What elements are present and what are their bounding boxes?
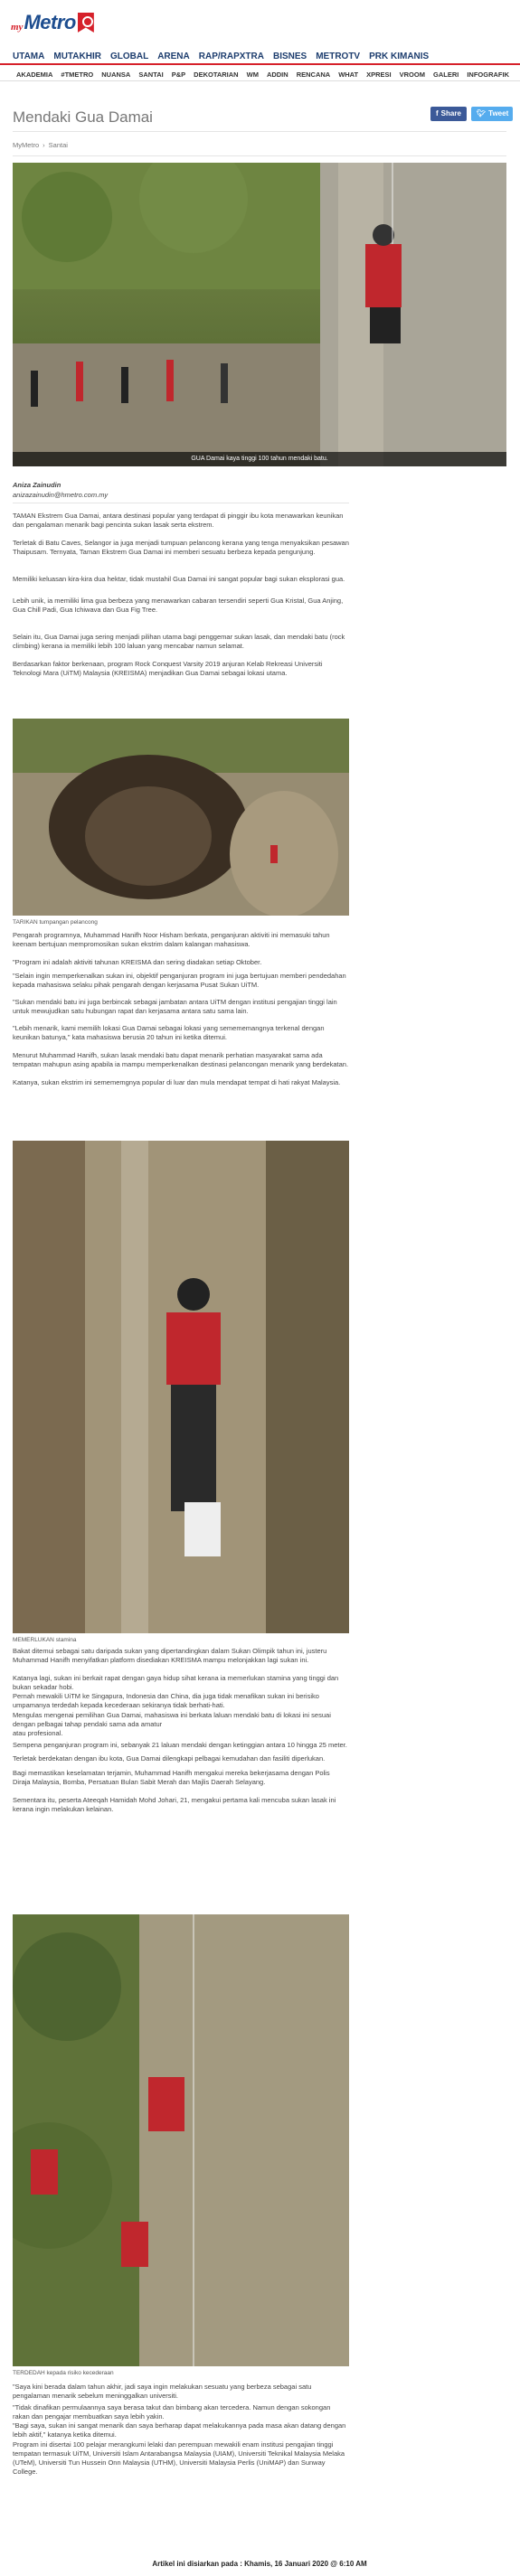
nav-item-mutakhir[interactable]: MUTAKHIR xyxy=(53,52,101,61)
nav-item-infografik[interactable]: INFOGRAFIK xyxy=(467,71,509,79)
nav-item-p-p[interactable]: P&P xyxy=(171,71,186,79)
nav-item-utama[interactable]: UTAMA xyxy=(13,52,45,61)
chevron-right-icon: › xyxy=(43,141,45,149)
facebook-icon: f xyxy=(436,109,439,118)
logo-pin-icon xyxy=(78,13,94,33)
article-paragraph: Selain itu, Gua Damai juga sering menjadi pilihan utama bagi penggemar sukan lasak, dan mendaki batu (rock climbing) kerana ia memiliki lebih 100 laluan yang mencabar namun selamat. xyxy=(13,633,345,650)
nav-item-nuansa[interactable]: NUANSA xyxy=(101,71,131,79)
article-paragraph: Katanya lagi, sukan ini berkait rapat dengan gaya hidup sihat kerana ia memerlukan stamina yang tinggi dan bukan sekadar hobi. xyxy=(13,1674,339,1691)
article-header xyxy=(13,108,519,127)
nav-item-global[interactable]: GLOBAL xyxy=(109,52,149,61)
divider xyxy=(13,155,506,156)
nav-item-arena[interactable]: ARENA xyxy=(157,52,190,61)
nav-item-xpresi[interactable]: XPRESI xyxy=(366,71,392,79)
site-header xyxy=(0,0,520,38)
article-paragraph: Terletak berdekatan dengan ibu kota, Gua Damai dilengkapi pelbagai kemudahan dan fasiliti diperlukan. xyxy=(13,1754,326,1763)
nav-item-metrotv[interactable]: METROTV xyxy=(316,52,361,61)
article-image-4 xyxy=(13,1914,349,2366)
article-paragraph: "Lebih menarik, kami memilih lokasi Gua Damai sebagai lokasi yang semememangnya terkenal dengan keunikan batunya," kata mahasiswa berusia 20 tahun ini ketika ditemui. xyxy=(13,1024,325,1041)
nav-item-dekotarian[interactable]: DEKOTARIAN xyxy=(194,71,239,79)
page-title: Mendaki Gua Damai xyxy=(13,108,153,126)
article-paragraph: atau profesional. xyxy=(13,1729,63,1737)
article-paragraph: "Selain ingin memperkenalkan sukan ini, objektif penganjuran program ini juga bertujuan memberi pendedahan kepada mahasiswa selaku pihak pengarah dengan kerjasama Pusat Sukan UiTM. xyxy=(13,972,346,989)
article-paragraph: "Bagi saya, sukan ini sangat menarik dan saya berharap dapat melakukannya pada masa akan datang dengan lebih aktif," katanya ketika ditemui. xyxy=(13,2421,346,2439)
article-paragraph: "Saya kini berada dalam tahun akhir, jadi saya ingin melakukan sesuatu yang berbeza sebagai satu pengalaman menarik sebelum meninggalkan universiti. xyxy=(13,2383,312,2400)
image-3-caption: MEMERLUKAN stamina xyxy=(13,1637,77,1643)
logo-my: my xyxy=(11,22,24,33)
article-image-3 xyxy=(13,1141,349,1633)
nav-item-santai[interactable]: SANTAI xyxy=(138,71,164,79)
cave-photo xyxy=(13,719,349,916)
facebook-share-button[interactable]: f Share xyxy=(430,107,467,121)
article-paragraph: Bagi memastikan keselamatan terjamin, Muhammad Hanifh mengakui mereka bekerjasama dengan Polis Diraja Malaysia, Bomba, Persatuan Bulan Sabit Merah dan Majlis Daerah Selayang. xyxy=(13,1769,330,1786)
article-paragraph: Sempena penganjuran program ini, sebanyak 21 laluan mendaki dengan ketinggian antara 10 hingga 25 meter. xyxy=(13,1741,347,1749)
article-paragraph: "Program ini adalah aktiviti tahunan KREISMA dan sering diadakan setiap Oktober. xyxy=(13,958,262,966)
article-paragraph: Pernah mewakili UiTM ke Singapura, Indonesia dan China, dia juga tidak menafikan sukan ini berisiko umpamanya terdedah kepada kecederaan sekiranya tidak berhati-hati. xyxy=(13,1692,319,1709)
article-paragraph: "Sukan mendaki batu ini juga berbincak sebagai jambatan antara UiTM dengan institusi pengajian tinggi lain untuk mewujudkan satu hubungan rapat dan kerjasama antara satu sama lain. xyxy=(13,998,337,1015)
article-paragraph: Pengarah programnya, Muhammad Hanifh Noor Hisham berkata, penganjuran aktiviti ini memasuki tahun keenam bertujuan mempromosikan sukan ekstrim dalam kalangan mahasiswa. xyxy=(13,931,330,948)
article-paragraph: Katanya, sukan ekstrim ini semememgnya popular di luar dan mula mendapat tempat di hati rakyat Malaysia. xyxy=(13,1078,341,1086)
publish-date: Artikel ini disiarkan pada : Khamis, 16 Januari 2020 @ 6:10 AM xyxy=(152,2560,367,2568)
nav-item-rap-rapxtra[interactable]: RAP/RAPXTRA xyxy=(198,52,264,61)
article-paragraph: Memiliki keluasan kira-kira dua hektar, tidak mustahil Gua Damai ini sangat popular bagi sukan eksplorasi gua. xyxy=(13,575,345,583)
breadcrumb xyxy=(13,141,68,149)
article-image-2 xyxy=(13,719,349,916)
article-paragraph: Lebih unik, ia memiliki lima gua berbeza yang menawarkan cabaran tersendiri seperti Gua Kristal, Gua Anjing, Gua Chill Padi, Gua Ichiwava dan Gua Fig Tree. xyxy=(13,597,344,614)
secondary-nav xyxy=(0,69,520,81)
twitter-icon: 🐦︎ xyxy=(477,109,487,118)
article-paragraph: Mengulas mengenai pemilihan Gua Damai, mahasiswa ini berkata laluan mendaki batu di lokasi ini sesuai dengan pelbagai tahap pendaki sama ada amatur xyxy=(13,1711,331,1728)
nav-item-vroom[interactable]: VROOM xyxy=(399,71,425,79)
article-paragraph: "Tidak dinafikan permulaannya saya berasa takut dan bimbang akan tercedera. Namun dengan sokongan rakan dan pengajar membuatkan saya lebih yakin. xyxy=(13,2403,331,2421)
nav-item-galeri[interactable]: GALERI xyxy=(432,71,459,79)
nav-item--tmetro[interactable]: #TMETRO xyxy=(61,71,94,79)
image-4-caption: TERDEDAH kepada risiko kecederaan xyxy=(13,2370,114,2376)
article-paragraph: Berdasarkan faktor berkenaan, program Rock Conquest Varsity 2019 anjuran Kelab Rekreasi Universiti Teknologi Mara (UiTM) Malaysia (KREISMA) menjadikan Gua Damai sebagai lokasi utama. xyxy=(13,660,323,677)
climbers-photo xyxy=(13,1914,349,2366)
article-paragraph: Terletak di Batu Caves, Selangor ia juga menjadi tumpuan pelancong kerana yang tenga menyaksikan pesawan Thaipusam. Ternyata, Taman Ekstrem Gua Damai ini memberi sesuatu berbeza kepada pengunjung. xyxy=(13,539,349,556)
breadcrumb-santai[interactable]: Santai xyxy=(48,141,68,149)
author-byline xyxy=(13,481,108,499)
metro-logo[interactable] xyxy=(11,9,94,33)
nav-item-wm[interactable]: WM xyxy=(246,71,259,79)
nav-item-rencana[interactable]: RENCANA xyxy=(296,71,331,79)
twitter-tweet-button[interactable]: 🐦︎ Tweet xyxy=(471,107,513,121)
climbing-photo xyxy=(13,163,506,466)
image-2-caption: TARIKAN tumpangan pelancong xyxy=(13,919,98,926)
divider xyxy=(13,131,506,132)
logo-metro: Metro xyxy=(24,11,76,33)
nav-item-akademia[interactable]: AKADEMIA xyxy=(16,71,53,79)
nav-item-prk-kimanis[interactable]: PRK KIMANIS xyxy=(369,52,430,61)
author-email[interactable]: anizazainudin@hmetro.com.my xyxy=(13,491,109,499)
nav-item-what[interactable]: WHAT xyxy=(338,71,359,79)
article-image-1 xyxy=(13,163,506,466)
article-paragraph: Sementara itu, peserta Ateeqah Hamidah Mohd Johari, 21, mengakui pertama kali mencuba sukan lasak ini kerana ingin melakukan kelainan. xyxy=(13,1796,336,1813)
article-paragraph: Bakat ditemui sebagai satu daripada sukan yang dipertandingkan dalam Sukan Olimpik tahun ini, justeru Muhammad Hanifh menyifatkan platform disediakan KREISMA mampu melonjakkan lagi sukan ini. xyxy=(13,1647,327,1664)
article-paragraph: TAMAN Ekstrem Gua Damai, antara destinasi popular yang terdapat di pinggir ibu kota menawarkan keunikan dan pengalaman menarik bagi pencinta sukan lasak serta ekstrem. xyxy=(13,512,344,529)
article-paragraph: Program ini disertai 100 pelajar merangkumi lelaki dan perempuan mewakili enam institusi pengajian tinggi tempatan termasuk UiTM, Universiti Islam Antarabangsa Malaysia (UIAM), Universiti Teknikal Malaysia Melaka (UTeM), Universiti Tun Hussein Onn Malaysia (UTHM), Universiti Malaysia Perlis (UniMAP) dan Sunway College. xyxy=(13,2440,345,2476)
breadcrumb-mymetro[interactable]: MyMetro xyxy=(13,141,40,149)
author-name: Aniza Zainudin xyxy=(13,481,61,489)
image-1-caption: GUA Damai kaya tinggi 100 tahun mendaki batu. xyxy=(13,452,506,466)
nav-item-addin[interactable]: ADDIN xyxy=(266,71,288,79)
primary-nav xyxy=(0,51,520,65)
article-paragraph: Menurut Muhammad Hanifh, sukan lasak mendaki batu dapat menarik perhatian masyarakat sama ada tempatan mahupun asing apabila ia mampu memperkenalkan destinasi pelancongan menarik yang berdekatan. xyxy=(13,1051,349,1068)
nav-item-bisnes[interactable]: BISNES xyxy=(272,52,307,61)
climber-photo xyxy=(13,1141,349,1633)
